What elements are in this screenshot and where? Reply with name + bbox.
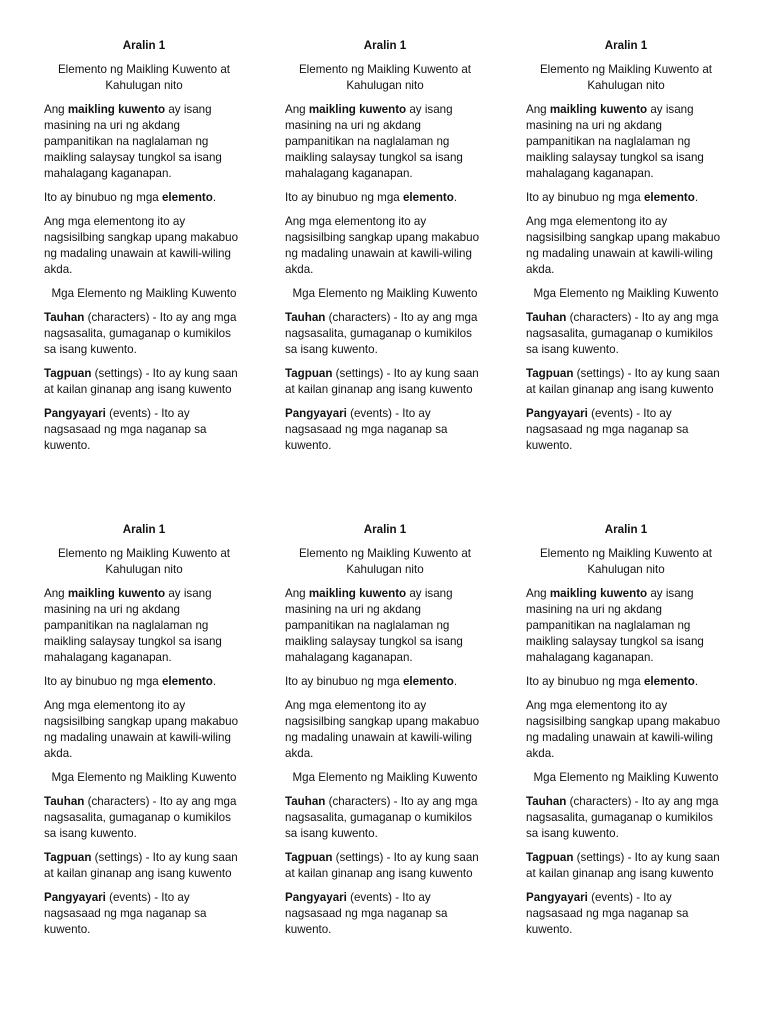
definition-paragraph: Ang maikling kuwento ay isang masining na uri ng akdang pampanitikan na naglalaman ng maikling salaysay tungkol sa isang mahalagang kaganapan. <box>44 587 222 664</box>
elements-heading: Mga Elemento ng Maikling Kuwento <box>51 287 237 300</box>
lesson-card <box>44 522 244 946</box>
elements-paragraph: Ito ay binubuo ng mga elemento. <box>285 191 458 204</box>
lesson-card <box>44 38 244 462</box>
tagpuan-item: Tagpuan (settings) - Ito ay kung saan at kailan ginanap ang isang kuwento <box>44 367 238 396</box>
purpose-paragraph: Ang mga elementong ito ay nagsisilbing sangkap upang makabuo ng madaling unawain at kawili-wiling akda. <box>526 699 721 760</box>
purpose-paragraph: Ang mga elementong ito ay nagsisilbing sangkap upang makabuo ng madaling unawain at kawili-wiling akda. <box>44 215 239 276</box>
pangyayari-item: Pangyayari (events) - Ito ay nagsasaad ng mga naganap sa kuwento. <box>44 407 207 452</box>
elements-heading: Mga Elemento ng Maikling Kuwento <box>533 771 719 784</box>
pangyayari-item: Pangyayari (events) - Ito ay nagsasaad ng mga naganap sa kuwento. <box>285 891 448 936</box>
purpose-paragraph: Ang mga elementong ito ay nagsisilbing sangkap upang makabuo ng madaling unawain at kawili-wiling akda. <box>44 699 239 760</box>
tauhan-item: Tauhan (characters) - Ito ay ang mga nagsasalita, gumaganap o kumikilos sa isang kuwento. <box>526 795 719 840</box>
tagpuan-item: Tagpuan (settings) - Ito ay kung saan at kailan ginanap ang isang kuwento <box>285 367 479 396</box>
lesson-title: Aralin 1 <box>122 523 166 536</box>
tauhan-item: Tauhan (characters) - Ito ay ang mga nagsasalita, gumaganap o kumikilos sa isang kuwento. <box>285 311 478 356</box>
purpose-paragraph: Ang mga elementong ito ay nagsisilbing sangkap upang makabuo ng madaling unawain at kawili-wiling akda. <box>285 699 480 760</box>
elements-heading: Mga Elemento ng Maikling Kuwento <box>51 771 237 784</box>
lesson-title: Aralin 1 <box>122 39 166 52</box>
pangyayari-item: Pangyayari (events) - Ito ay nagsasaad ng mga naganap sa kuwento. <box>44 891 207 936</box>
lesson-title: Aralin 1 <box>363 39 407 52</box>
elements-paragraph: Ito ay binubuo ng mga elemento. <box>526 191 699 204</box>
elements-heading: Mga Elemento ng Maikling Kuwento <box>292 287 478 300</box>
elements-paragraph: Ito ay binubuo ng mga elemento. <box>526 675 699 688</box>
definition-paragraph: Ang maikling kuwento ay isang masining na uri ng akdang pampanitikan na naglalaman ng maikling salaysay tungkol sa isang mahalagang kaganapan. <box>44 103 222 180</box>
elements-heading: Mga Elemento ng Maikling Kuwento <box>533 287 719 300</box>
tagpuan-item: Tagpuan (settings) - Ito ay kung saan at kailan ginanap ang isang kuwento <box>526 851 720 880</box>
lesson-card <box>285 522 485 946</box>
elements-paragraph: Ito ay binubuo ng mga elemento. <box>285 675 458 688</box>
lesson-title: Aralin 1 <box>363 523 407 536</box>
definition-paragraph: Ang maikling kuwento ay isang masining na uri ng akdang pampanitikan na naglalaman ng maikling salaysay tungkol sa isang mahalagang kaganapan. <box>285 587 463 664</box>
lesson-subtitle: Elemento ng Maikling Kuwento at Kahulugan nito <box>57 547 231 576</box>
lesson-subtitle: Elemento ng Maikling Kuwento at Kahulugan nito <box>539 547 713 576</box>
elements-paragraph: Ito ay binubuo ng mga elemento. <box>44 675 217 688</box>
definition-paragraph: Ang maikling kuwento ay isang masining na uri ng akdang pampanitikan na naglalaman ng maikling salaysay tungkol sa isang mahalagang kaganapan. <box>526 103 704 180</box>
lesson-title: Aralin 1 <box>604 39 648 52</box>
elements-heading: Mga Elemento ng Maikling Kuwento <box>292 771 478 784</box>
lesson-subtitle: Elemento ng Maikling Kuwento at Kahulugan nito <box>298 547 472 576</box>
lesson-card <box>285 38 485 462</box>
lesson-title: Aralin 1 <box>604 523 648 536</box>
tagpuan-item: Tagpuan (settings) - Ito ay kung saan at kailan ginanap ang isang kuwento <box>526 367 720 396</box>
tagpuan-item: Tagpuan (settings) - Ito ay kung saan at kailan ginanap ang isang kuwento <box>285 851 479 880</box>
tauhan-item: Tauhan (characters) - Ito ay ang mga nagsasalita, gumaganap o kumikilos sa isang kuwento. <box>285 795 478 840</box>
lesson-card <box>526 38 726 462</box>
purpose-paragraph: Ang mga elementong ito ay nagsisilbing sangkap upang makabuo ng madaling unawain at kawili-wiling akda. <box>526 215 721 276</box>
pangyayari-item: Pangyayari (events) - Ito ay nagsasaad ng mga naganap sa kuwento. <box>285 407 448 452</box>
lesson-subtitle: Elemento ng Maikling Kuwento at Kahulugan nito <box>298 63 472 92</box>
tagpuan-item: Tagpuan (settings) - Ito ay kung saan at kailan ginanap ang isang kuwento <box>44 851 238 880</box>
lesson-subtitle: Elemento ng Maikling Kuwento at Kahulugan nito <box>57 63 231 92</box>
purpose-paragraph: Ang mga elementong ito ay nagsisilbing sangkap upang makabuo ng madaling unawain at kawili-wiling akda. <box>285 215 480 276</box>
pangyayari-item: Pangyayari (events) - Ito ay nagsasaad ng mga naganap sa kuwento. <box>526 407 689 452</box>
definition-paragraph: Ang maikling kuwento ay isang masining na uri ng akdang pampanitikan na naglalaman ng maikling salaysay tungkol sa isang mahalagang kaganapan. <box>285 103 463 180</box>
elements-paragraph: Ito ay binubuo ng mga elemento. <box>44 191 217 204</box>
tauhan-item: Tauhan (characters) - Ito ay ang mga nagsasalita, gumaganap o kumikilos sa isang kuwento. <box>526 311 719 356</box>
lesson-card <box>526 522 726 946</box>
lesson-subtitle: Elemento ng Maikling Kuwento at Kahulugan nito <box>539 63 713 92</box>
pangyayari-item: Pangyayari (events) - Ito ay nagsasaad ng mga naganap sa kuwento. <box>526 891 689 936</box>
tauhan-item: Tauhan (characters) - Ito ay ang mga nagsasalita, gumaganap o kumikilos sa isang kuwento. <box>44 311 237 356</box>
tauhan-item: Tauhan (characters) - Ito ay ang mga nagsasalita, gumaganap o kumikilos sa isang kuwento. <box>44 795 237 840</box>
definition-paragraph: Ang maikling kuwento ay isang masining na uri ng akdang pampanitikan na naglalaman ng maikling salaysay tungkol sa isang mahalagang kaganapan. <box>526 587 704 664</box>
